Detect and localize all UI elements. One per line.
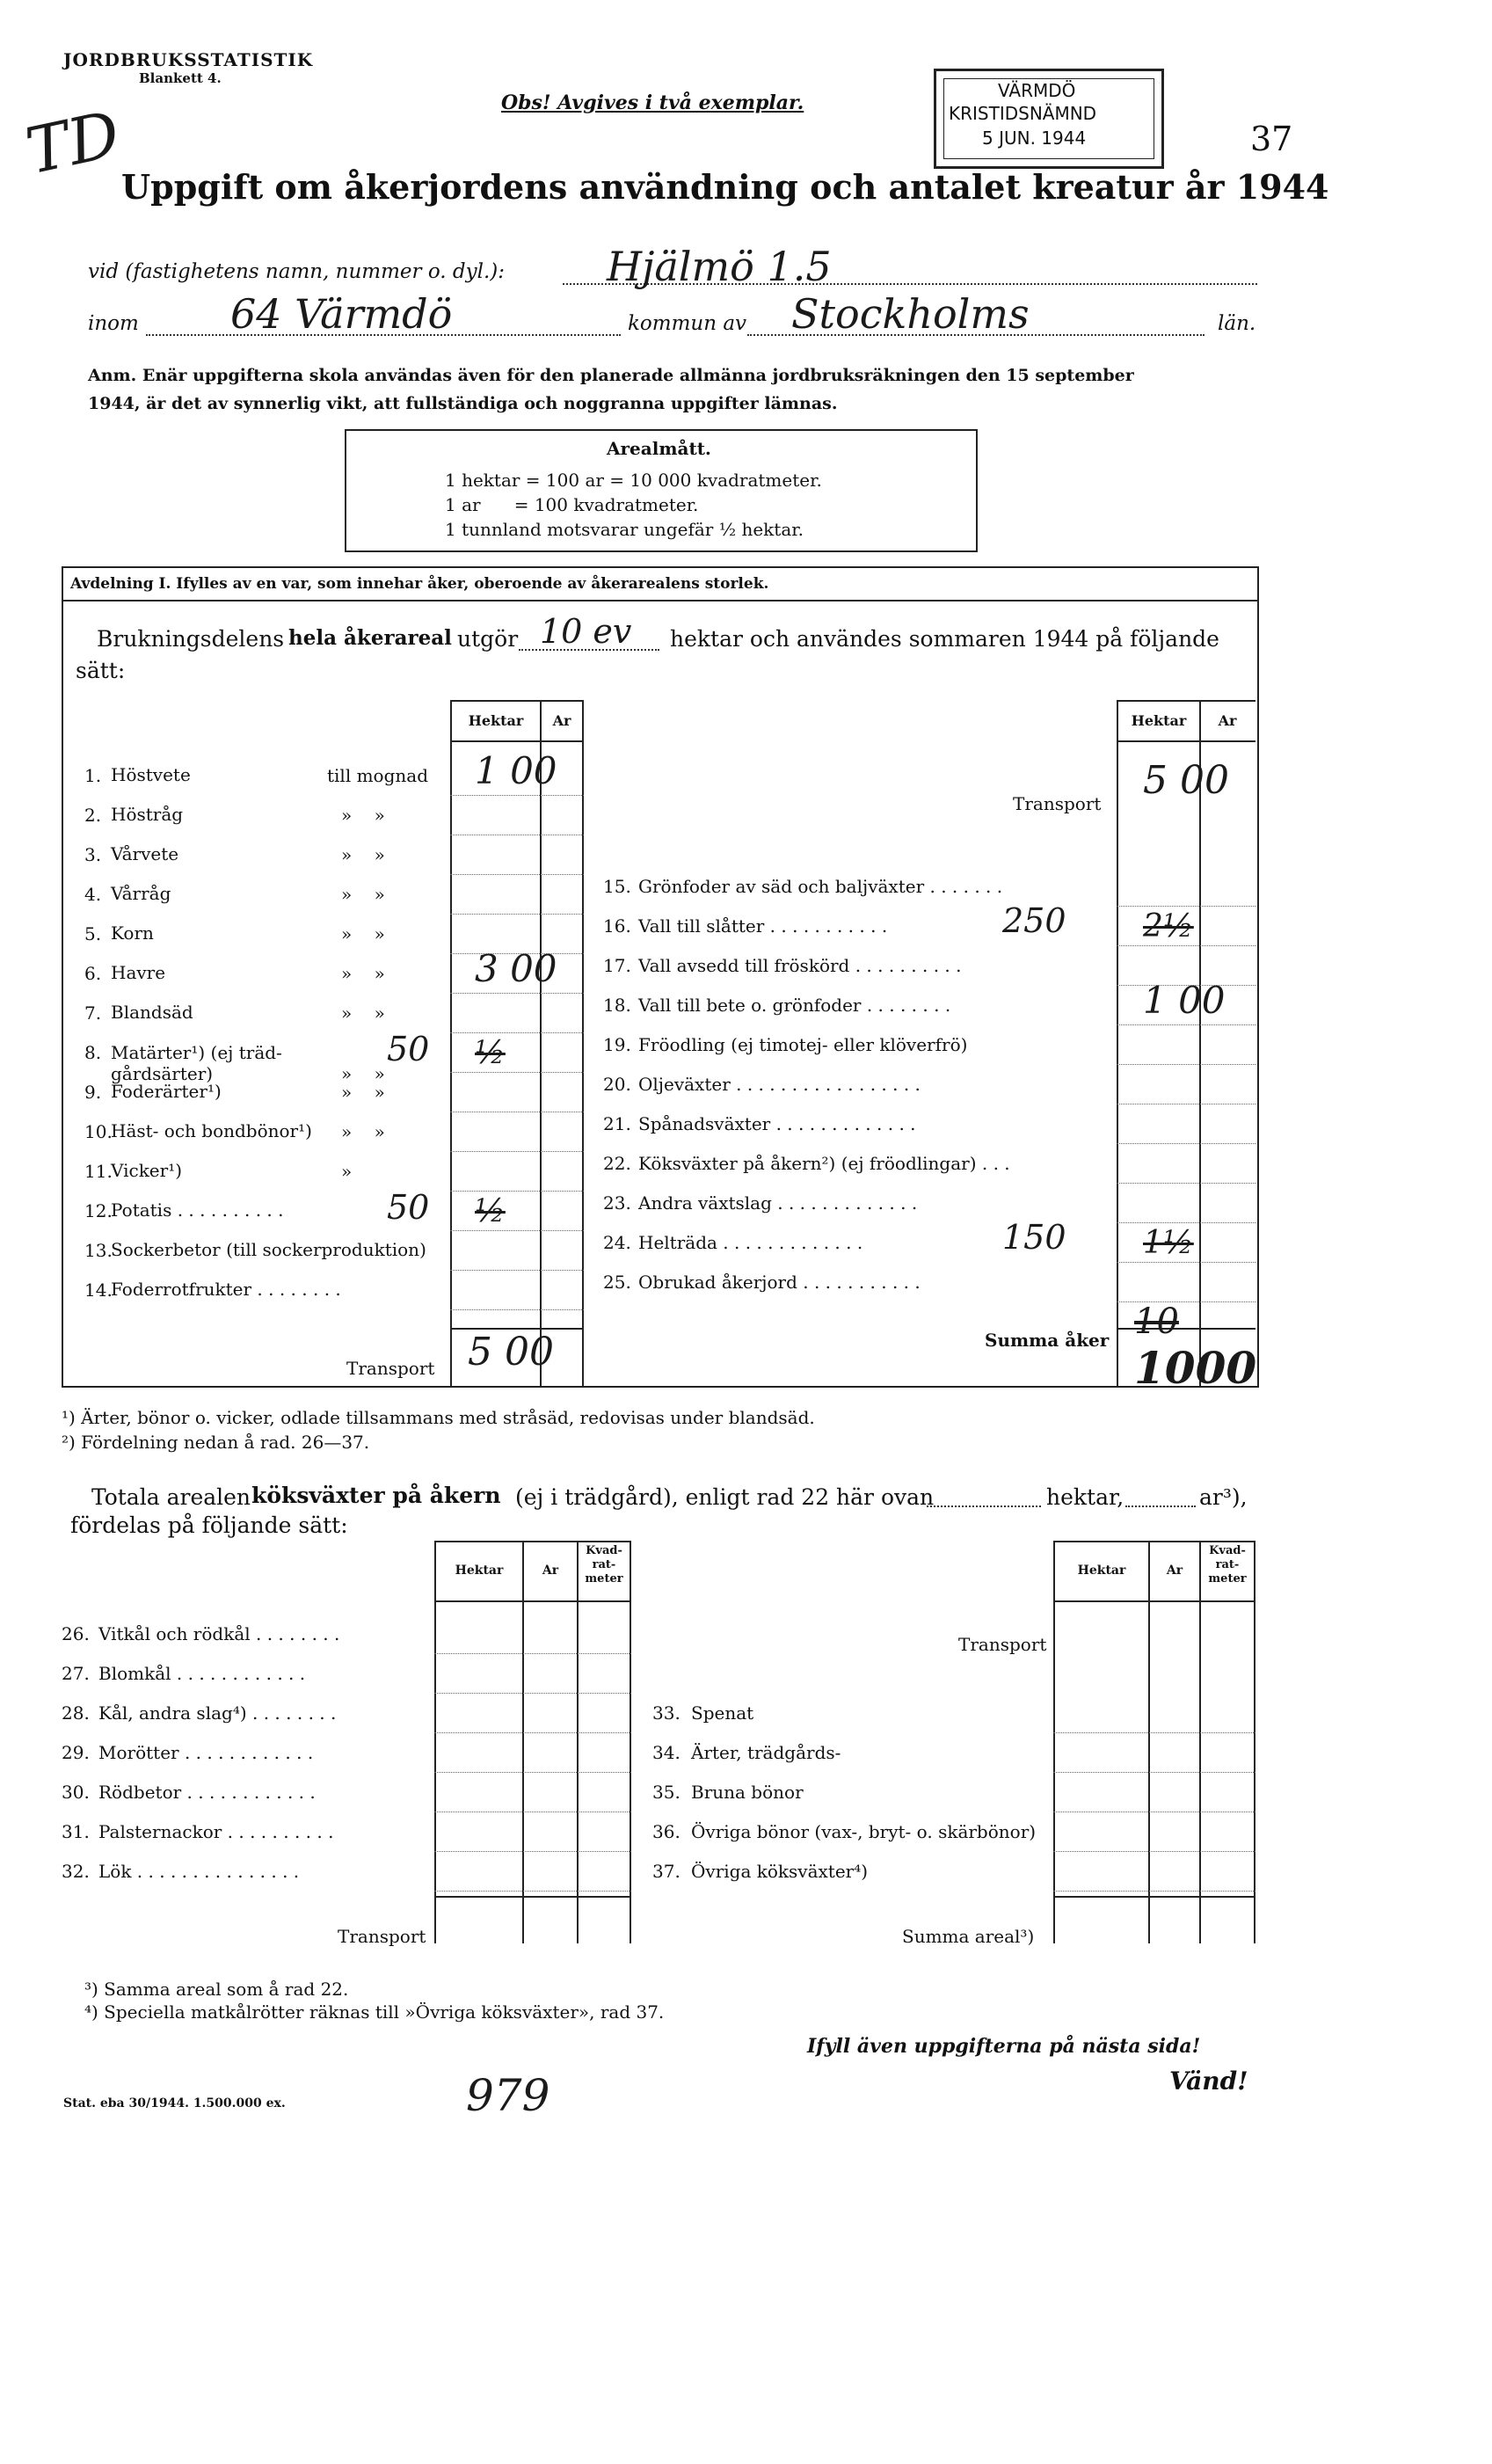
left-col-ar: Ar [552, 712, 571, 729]
row-label: Morötter . . . . . . . . . . . . [98, 1742, 314, 1763]
row-number: 23. [603, 1192, 631, 1214]
row-value: 1 00 [475, 749, 557, 792]
row-line [450, 1191, 584, 1192]
row-number: 17. [603, 955, 631, 976]
row-number: 28. [62, 1702, 90, 1724]
row-label: Vall till bete o. grönfoder . . . . . . . . [638, 995, 951, 1016]
sec2-intro-c: (ej i trädgård), enligt rad 22 här ovan [515, 1484, 935, 1510]
row-line [434, 1693, 631, 1694]
note-line2: 1944, är det av synnerlig vikt, att fullständiga och noggranna uppgifter lämnas. [88, 394, 838, 413]
row-label: Palsternackor . . . . . . . . . . [98, 1821, 334, 1842]
sec2-intro-f: fördelas på följande sätt: [70, 1513, 348, 1538]
row-line [1053, 1851, 1255, 1852]
row-value: 1 00 [1143, 979, 1226, 1022]
row-number: 29. [62, 1742, 90, 1763]
areal-line2: 1 ar = 100 kvadratmeter. [445, 494, 699, 515]
row-suffix: » » [341, 923, 385, 944]
row-line [450, 914, 584, 915]
row-number: 30. [62, 1782, 90, 1803]
sec2-intro-e: ar³), [1199, 1484, 1248, 1510]
sec2-left-col-hektar: Hektar [455, 1564, 504, 1578]
row-line [1117, 1064, 1255, 1065]
row-line [1117, 1222, 1255, 1223]
row-number: 24. [603, 1232, 631, 1253]
row-number: 2. [84, 805, 102, 826]
footnote-3: ³) Samma areal som å rad 22. [84, 1979, 349, 2000]
row-label: Havre [111, 962, 166, 983]
row-label: Spånadsväxter . . . . . . . . . . . . . [638, 1113, 916, 1134]
row-number: 7. [84, 1002, 102, 1024]
footnote-2: ²) Fördelning nedan å rad. 26—37. [62, 1432, 370, 1453]
row-number: 33. [652, 1702, 680, 1724]
row-suffix: till mognad [327, 765, 428, 786]
left-transport-value: 5 00 [468, 1330, 554, 1374]
left-transport-label: Transport [346, 1358, 435, 1379]
sec2-right-col-ar: Ar [1166, 1564, 1183, 1578]
row-label: Rödbetor . . . . . . . . . . . . [98, 1782, 316, 1803]
row-number: 27. [62, 1663, 90, 1684]
row-suffix: » » [341, 1063, 385, 1084]
lan-label: län. [1218, 312, 1256, 335]
stamp-line1: VÄRMDÖ [998, 80, 1076, 101]
row-label: Höstråg [111, 804, 184, 825]
footnote-4: ⁴) Speciella matkålrötter räknas till »Övriga köksväxter», rad 37. [84, 2001, 665, 2023]
row-label: Övriga bönor (vax-, bryt- o. skärbönor) [691, 1821, 1037, 1842]
row-label: Matärter¹) (ej träd- gårdsärter) [111, 1042, 282, 1084]
row-line [1053, 1732, 1255, 1733]
summa-aker-value: 1000 [1134, 1342, 1257, 1394]
stamp [934, 69, 1164, 169]
sec2-intro-a: Totala arealen [91, 1484, 251, 1510]
intro-d: hektar och användes sommaren 1944 på följande [670, 626, 1219, 652]
row-line [450, 1151, 584, 1152]
form-number: Blankett 4. [139, 70, 222, 86]
summa-aker-struck: 10 [1134, 1301, 1179, 1342]
row-number: 26. [62, 1623, 90, 1644]
sec2-ar-line [1125, 1505, 1196, 1507]
stamp-line3: 5 JUN. 1944 [982, 128, 1087, 149]
areal-line1: 1 hektar = 100 ar = 10 000 kvadratmeter. [445, 470, 822, 491]
sec2-intro-b: köksväxter på åkern [251, 1483, 501, 1508]
row-number: 10. [84, 1121, 113, 1142]
row-line [450, 1309, 584, 1310]
row-number: 14. [84, 1279, 113, 1301]
row-side-value: 50 [387, 1030, 430, 1068]
row-number: 25. [603, 1272, 631, 1293]
row-line [1117, 906, 1255, 907]
row-number: 21. [603, 1113, 631, 1134]
row-suffix: » [341, 1161, 353, 1182]
row-line [1117, 945, 1255, 946]
left-col-hektar: Hektar [468, 712, 524, 729]
note-line1: Anm. Enär uppgifterna skola användas även för den planerade allmänna jordbruksräkningen den 15 september [88, 366, 1134, 385]
row-label: Bruna bönor [691, 1782, 804, 1803]
row-label: Spenat [691, 1702, 754, 1724]
row-label: Häst- och bondbönor¹) [111, 1120, 312, 1141]
row-number: 31. [62, 1821, 90, 1842]
row-side-value: 250 [1002, 901, 1066, 940]
row-label: Vall till slåtter . . . . . . . . . . . [638, 915, 888, 937]
intro-c: utgör [457, 626, 519, 652]
row-number: 34. [652, 1742, 680, 1763]
row-number: 20. [603, 1074, 631, 1095]
sec2-left-transport: Transport [338, 1926, 426, 1947]
row-number: 1. [84, 765, 102, 786]
row-number: 3. [84, 844, 102, 865]
row-label: Vitkål och rödkål . . . . . . . . [98, 1623, 340, 1644]
row-label: Korn [111, 922, 154, 944]
row-number: 11. [84, 1161, 113, 1182]
row-label: Foderärter¹) [111, 1081, 222, 1102]
row-line [1117, 1262, 1255, 1263]
row-line [434, 1851, 631, 1852]
right-transport-value: 5 00 [1143, 758, 1229, 803]
row-label: Potatis . . . . . . . . . . [111, 1199, 284, 1221]
row-line [1053, 1772, 1255, 1773]
row-label: Grönfoder av säd och baljväxter . . . . . . . [638, 876, 1003, 897]
row-side-value: 150 [1002, 1218, 1066, 1257]
row-suffix: » » [341, 963, 385, 984]
kommun-label: kommun av [628, 312, 747, 335]
row-value: 3 00 [475, 947, 557, 990]
row-label: Oljeväxter . . . . . . . . . . . . . . . . . [638, 1074, 921, 1095]
row-line [1053, 1891, 1255, 1892]
footnote-1: ¹) Ärter, bönor o. vicker, odlade tillsammans med stråsäd, redovisas under blandsäd. [62, 1407, 815, 1428]
vid-value: Hjälmö 1.5 [607, 243, 832, 290]
row-line [434, 1772, 631, 1773]
row-label: Obrukad åkerjord . . . . . . . . . . . [638, 1272, 921, 1293]
row-number: 4. [84, 884, 102, 905]
row-number: 16. [603, 915, 631, 937]
row-label: Helträda . . . . . . . . . . . . . [638, 1232, 863, 1253]
row-line [450, 993, 584, 994]
row-label: Höstvete [111, 764, 191, 785]
areal-box [345, 429, 978, 552]
row-label: Lök . . . . . . . . . . . . . . . [98, 1861, 300, 1882]
handwritten-mark: TD [19, 96, 127, 189]
vid-label: vid (fastighetens namn, nummer o. dyl.): [88, 260, 506, 283]
row-label: Vall avsedd till fröskörd . . . . . . . . . . [638, 955, 962, 976]
sec2-hektar-line [927, 1505, 1041, 1507]
sec2-left-col-ar: Ar [542, 1564, 559, 1578]
row-side-value: 50 [387, 1188, 430, 1227]
sec2-left-col-kvm: Kvad- rat- meter [585, 1544, 623, 1586]
row-line [450, 795, 584, 796]
sec2-summa: Summa areal³) [902, 1926, 1035, 1947]
row-number: 6. [84, 963, 102, 984]
form-org: JORDBRUKSSTATISTIK [63, 49, 314, 70]
right-col-hektar: Hektar [1131, 712, 1187, 729]
stamp-line2: KRISTIDSNÄMND [949, 103, 1097, 124]
page-title: Uppgift om åkerjordens användning och antalet kreatur år 1944 [121, 167, 1329, 207]
row-struck-value: ½ [475, 1035, 506, 1071]
row-line [434, 1732, 631, 1733]
row-line [450, 1032, 584, 1033]
row-line [450, 1072, 584, 1073]
row-label: Vårvete [111, 843, 179, 864]
inom-label: inom [88, 312, 139, 335]
row-number: 9. [84, 1082, 102, 1103]
row-number: 32. [62, 1861, 90, 1882]
row-label: Blandsäd [111, 1002, 193, 1023]
row-number: 22. [603, 1153, 631, 1174]
row-number: 19. [603, 1034, 631, 1055]
intro-b: hela åkerareal [288, 626, 452, 650]
row-suffix: » » [341, 884, 385, 905]
row-line [1117, 1183, 1255, 1184]
areal-line3: 1 tunnland motsvarar ungefär ½ hektar. [445, 519, 804, 540]
row-number: 13. [84, 1240, 113, 1261]
page-number: 37 [1250, 120, 1293, 158]
row-label: Vårråg [111, 883, 171, 904]
obs-note: Obs! Avgives i två exemplar. [501, 91, 804, 114]
row-label: Andra växtslag . . . . . . . . . . . . . [638, 1192, 918, 1214]
row-number: 15. [603, 876, 631, 897]
row-line [1117, 1143, 1255, 1144]
row-label: Övriga köksväxter⁴) [691, 1861, 869, 1882]
vand-note: Vänd! [1169, 2067, 1248, 2096]
sec2-right-col-hektar: Hektar [1077, 1564, 1126, 1578]
row-label: Köksväxter på åkern²) (ej fröodlingar) . . . [638, 1153, 1010, 1174]
row-number: 8. [84, 1042, 102, 1063]
row-label: Blomkål . . . . . . . . . . . . [98, 1663, 306, 1684]
row-number: 36. [652, 1821, 680, 1842]
row-line [1117, 1024, 1255, 1025]
handwritten-number: 979 [466, 2070, 550, 2121]
sec2-right-col-kvm: Kvad- rat- meter [1208, 1544, 1247, 1586]
row-struck-value: ½ [475, 1193, 506, 1229]
right-transport-label: Transport [1013, 793, 1102, 814]
intro-a: Brukningsdelens [97, 626, 285, 652]
row-label: Vicker¹) [111, 1160, 183, 1181]
row-label: Fröodling (ej timotej- eller klöverfrö) [638, 1034, 968, 1055]
print-info: Stat. eba 30/1944. 1.500.000 ex. [63, 2096, 286, 2110]
row-struck-value: 2½ [1143, 908, 1194, 944]
row-suffix: » » [341, 1002, 385, 1024]
row-label: Kål, andra slag⁴) . . . . . . . . [98, 1702, 337, 1724]
row-line [434, 1891, 631, 1892]
row-number: 35. [652, 1782, 680, 1803]
row-suffix: » » [341, 805, 385, 826]
row-label: Sockerbetor (till sockerproduktion) [111, 1239, 426, 1260]
areal-title: Arealmått. [607, 438, 711, 459]
ifyll-note: Ifyll även uppgifterna på nästa sida! [807, 2035, 1201, 2058]
summa-aker-label: Summa åker [985, 1330, 1110, 1351]
row-line [450, 874, 584, 875]
row-line [450, 1270, 584, 1271]
row-number: 18. [603, 995, 631, 1016]
intro-value: 10 ev [540, 612, 632, 651]
row-number: 12. [84, 1200, 113, 1221]
section-1-heading: Avdelning I. Ifylles av en var, som innehar åker, oberoende av åkerarealens storlek. [70, 575, 769, 593]
row-number: 37. [652, 1861, 680, 1882]
right-col-ar: Ar [1218, 712, 1237, 729]
sec2-right-transport: Transport [958, 1634, 1047, 1655]
section-1-frame [62, 566, 1259, 1388]
row-suffix: » » [341, 1082, 385, 1103]
row-label: Foderrotfrukter . . . . . . . . [111, 1279, 341, 1300]
row-line [434, 1653, 631, 1654]
sec2-intro-d: hektar, [1046, 1484, 1124, 1510]
intro-e: sätt: [76, 658, 126, 683]
inom-value: 64 Värmdö [230, 290, 453, 338]
row-number: 5. [84, 923, 102, 944]
kommun-value: Stockholms [791, 290, 1030, 338]
row-suffix: » » [341, 1121, 385, 1142]
row-struck-value: 1½ [1143, 1225, 1194, 1261]
row-label: Ärter, trädgårds- [691, 1742, 841, 1763]
row-suffix: » » [341, 844, 385, 865]
row-line [450, 1230, 584, 1231]
